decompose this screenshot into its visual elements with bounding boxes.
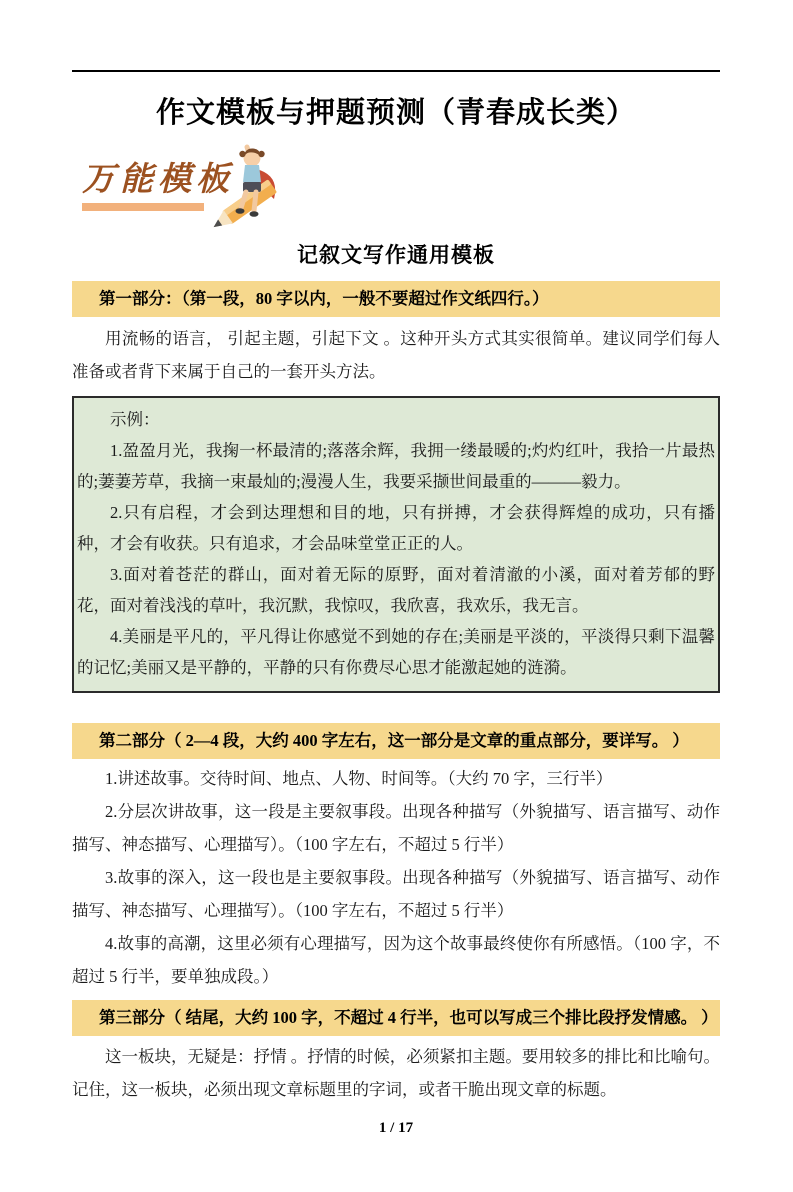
part2-item-2: 2.分层次讲故事，这一段是主要叙事段。出现各种描写（外貌描写、语言描写、动作描写、神态描写、心理描写）。（100 字左右，不超过 5 行半） <box>72 802 720 854</box>
badge-underline <box>82 203 204 211</box>
template-section-title: 记叙文写作通用模板 <box>297 243 495 267</box>
part2-item-3: 3.故事的深入，这一段也是主要叙事段。出现各种描写（外貌描写、语言描写、动作描写、神态描写、心理描写）。（100 字左右，不超过 5 行半） <box>72 868 720 920</box>
example-label: 示例： <box>110 410 160 429</box>
badge-label: 万能模板 <box>82 162 234 198</box>
example-item-2: 2.只有启程，才会到达理想和目的地，只有拼搏，才会获得辉煌的成功，只有播种，才会有收获。只有追求，才会品味堂堂正正的人。 <box>77 503 715 553</box>
example-item-4: 4.美丽是平凡的，平凡得让你感觉不到她的存在;美丽是平淡的，平淡得只剩下温馨的记忆;美丽又是平静的，平静的只有你费尽心思才能激起她的涟漪。 <box>77 627 715 677</box>
part2-heading-bar: 第二部分（ 2—4 段，大约 400 字左右，这一部分是文章的重点部分，要详写。 ） <box>72 723 720 759</box>
example-item-3: 3.面对着苍茫的群山，面对着无际的原野，面对着清澈的小溪，面对着芳郁的野花，面对着浅浅的草叶，我沉默，我惊叹，我欣喜，我欢乐，我无言。 <box>77 565 715 615</box>
part3-heading-bar: 第三部分（ 结尾，大约 100 字，不超过 4 行半，也可以写成三个排比段抒发情感。 ） <box>72 1000 720 1036</box>
page-number: 1 / 17 <box>378 1120 414 1136</box>
part2-item-1: 1.讲述故事。交待时间、地点、人物、时间等。（大约 70 字，三行半） <box>105 769 613 788</box>
document-page <box>0 70 793 1192</box>
universal-template-badge <box>82 145 322 229</box>
part1-intro-paragraph: 用流畅的语言， 引起主题，引起下文 。这种开头方式其实很简单。建议同学们每人准备或者背下来属于自己的一套开头方法。 <box>72 329 720 381</box>
part2-item-4: 4.故事的高潮，这里必须有心理描写，因为这个故事最终使你有所感悟。（100 字，不超过 5 行半，要单独成段。） <box>72 934 720 986</box>
part1-heading-bar: 第一部分：（第一段，80 字以内，一般不要超过作文纸四行。） <box>72 281 720 317</box>
part3-body-paragraph: 这一板块，无疑是：抒情 。抒情的时候，必须紧扣主题。要用较多的排比和比喻句。记住，这一板块，必须出现文章标题里的字词，或者干脆出现文章的标题。 <box>72 1047 720 1099</box>
pencil-rider-illustration <box>200 137 300 237</box>
header-rule <box>72 70 720 72</box>
example-box <box>72 396 720 693</box>
document-title: 作文模板与押题预测（青春成长类） <box>155 97 636 129</box>
example-item-1: 1.盈盈月光，我掬一杯最清的;落落余辉，我拥一缕最暖的;灼灼红叶，我拾一片最热的;萋萋芳草，我摘一束最灿的;漫漫人生，我要采撷世间最重的———毅力。 <box>77 441 715 491</box>
